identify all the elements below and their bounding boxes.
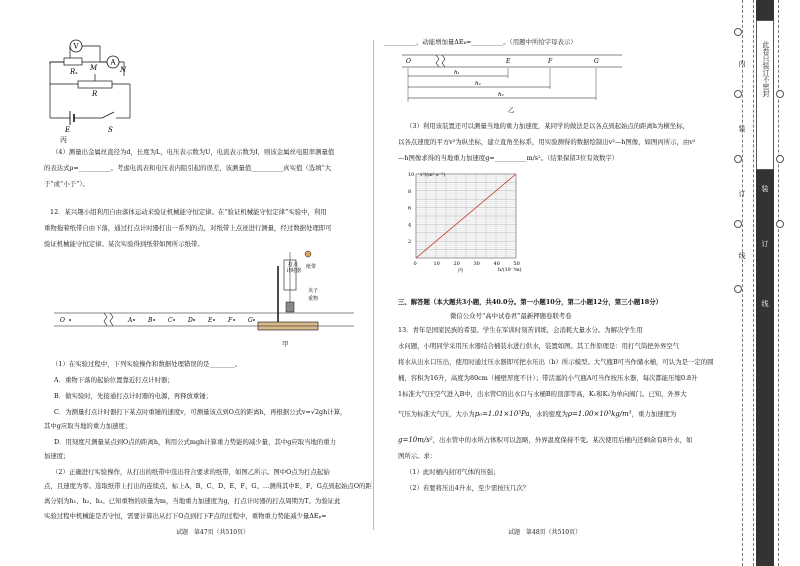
q2-text-1: （2）正确进行实验操作，从打出的纸带中选出符合要求的纸带，如图乙所示。图中O点为打点起始 (52, 468, 330, 476)
chart-ytick-6: 6 (408, 205, 412, 212)
binding-mark-bind-2: 装 (761, 185, 769, 192)
chart-xtick-20: 20 (453, 261, 460, 267)
tape-right-label-E: E (506, 58, 511, 65)
v2-h-chart (400, 168, 530, 278)
chart-xtick-0: 0 (413, 261, 417, 267)
q2-text-5: __________，动能增加量ΔEₖ=__________。（用题中所给字母表示） (384, 38, 577, 46)
q1-option-a: A．重物下落的起始位置靠近打点计时器； (54, 376, 174, 384)
q4-text-2: 的表达式ρ=__________。考虑电流表和电压表内阻引起的误差，该测量值__________真实值（选填“大 (44, 164, 332, 172)
q13-text-6: 气压为标准大气压，大小为p₀=1.01×10⁵Pa，水的密度为ρ=1.00×10³kg/m³，重力加速度为 (398, 410, 677, 418)
binding-dashed-line (742, 0, 754, 566)
binding-mark-line: 线 (738, 252, 746, 259)
q13-text-1: 13．青年是国家民族的希望。学生在军训时刻苦训练，会消耗大量水分。为解决学生用 (398, 326, 643, 334)
circuit-diagram (40, 36, 150, 136)
voltmeter-label: V (73, 42, 79, 51)
tape-right (402, 54, 622, 104)
q13-subq-1: （1）此时桶内封闭气体的压强； (406, 468, 500, 476)
page-footer-right: 试题 第48页（共510页） (508, 529, 582, 536)
tape-right-label-O: O (406, 58, 411, 65)
q12-text-1: 12．某兴趣小组利用自由落体运动来验证机械能守恒定律。在“验证机械能守恒定律”实验中，利用 (50, 208, 327, 216)
q1-option-c-cont: 其中g应取当地的重力加速度； (44, 422, 132, 430)
tape-label-A: A (128, 317, 133, 324)
q1-option-b: B．做实验时，先接通打点计时器的电源，再释放重锤； (54, 392, 213, 400)
tape-label-C: C (168, 317, 173, 324)
tape-dot (253, 319, 255, 321)
binding-hole (734, 155, 742, 163)
binding-mark-inner: 内 (738, 60, 746, 67)
tape-dot (133, 319, 135, 321)
binding-hole (734, 220, 742, 228)
binding-mark-staple: 订 (738, 190, 746, 197)
binding-hole (776, 90, 784, 98)
page-divider (373, 40, 374, 530)
apparatus-caption: 甲 (282, 340, 289, 348)
chart-xtick-50: 50 (513, 261, 520, 267)
q2-text-3: 离分别为h₁、h₂、h₃。已知重物的质量为m，当地重力加速度为g，打点计时器的打点周期为T。为验证此 (44, 497, 341, 505)
q1-stem: （1）在实验过程中，下列实验操作和数据处理错误的是________。 (52, 360, 242, 368)
svg-text:夹子: 夹子 (308, 288, 319, 294)
right-page (376, 0, 746, 566)
promo-line: 微信公众号“高中试卷君”最新押题卷联考卷 (450, 312, 572, 320)
q13-text-4: 桶，容积为16升，高度为80cm（桶壁厚度不计）；带活塞的小气瓶A可当作按压水器，每次都能压缩0.8升 (398, 374, 698, 382)
q4-text-1: （4）测量出金属丝直径为d，长度为L，电压表示数为U，电流表示数为I，则该金属丝电阻率测量值 (52, 148, 335, 156)
binding-hole (776, 220, 784, 228)
binding-mark-bind: 装 (738, 125, 746, 132)
chart-xlabel: h/(10⁻²m) (498, 268, 522, 273)
q4-text-3: 于”或“小于”）。 (44, 180, 89, 188)
q3-text-3: —h图像求得的当地重力加速度g=__________m/s²。（结果保留3位有效数字） (398, 154, 619, 162)
q1-option-d: D．用刻度尺测量某点到O点的距离h，利用公式mgh计算重力势能的减少量，其中g应取当地的重力 (54, 438, 337, 446)
chart-ytick-2: 2 (408, 239, 412, 246)
chart-xtick-30: 30 (473, 261, 480, 267)
q12-text-3: 验证机械能守恒定律。某次实验得到纸带如图所示纸带。 (44, 240, 204, 248)
q13-text-3: 将水从出水口压出，使用时通过压水器即可把水压出（b）所示模型。大气瓶B可当作储水桶，可认为是一定的圆 (398, 358, 714, 366)
q13-text-5: 1标准大气压空气进入B中，出水管C的出水口与水桶B的顶部等高，K₁和K₂为单向阀门。已知，外界大 (398, 390, 687, 398)
q2-text-4: 实验过程中机械能是否守恒，需要计算出从打下O点到打下F点的过程中，重物重力势能减少量ΔEₚ= (44, 512, 327, 520)
q3-text-1: （3）利用该装置还可以测量当地的重力加速度，某同学的做法是以各点到起始点的距离h为横坐标， (406, 122, 689, 130)
ammeter-label: A (110, 58, 116, 67)
tape-label-G: G (248, 317, 253, 324)
chart-xtick-10: 10 (433, 261, 440, 267)
q13-subq-2: （2）若要将压出4升水，至少需按压几次？ (406, 484, 530, 492)
svg-text:重物: 重物 (308, 296, 319, 302)
tape-dot (233, 319, 235, 321)
tape-right-label-G: G (594, 58, 599, 65)
tape-label-O: O (60, 317, 65, 324)
page-footer-left: 试题 第47页（共510页） (176, 529, 250, 536)
chart-ytick-10: 10 (408, 172, 415, 178)
tape-label-B: B (148, 317, 153, 324)
section-3-heading: 三、解答题（本大题共3小题，共40.0分。第一小题10分，第二小题12分，第三小题18分） (398, 298, 662, 306)
h-label-2: h₃ (498, 92, 504, 98)
chart-ytick-8: 8 (408, 188, 412, 195)
binding-warning-box (756, 20, 774, 170)
chart-ytick-4: 4 (408, 222, 412, 229)
tape-dot (69, 319, 71, 321)
svg-text:纸带: 纸带 (306, 264, 317, 270)
tape-label-D: D (188, 317, 193, 324)
tape-dot (213, 319, 215, 321)
binding-hole (734, 285, 742, 293)
q2-text-2: 点，且速度为零。选取纸带上打出的连续点，标上A、B、C、D、E、F、G、…测得其中E、F、G点到起始点O的距 (44, 482, 372, 490)
tape-label-F: F (228, 317, 233, 324)
binding-hole (776, 155, 784, 163)
svg-text:S: S (108, 126, 113, 134)
svg-text:Rₓ: Rₓ (70, 68, 78, 76)
chart-xtick-40: 40 (493, 261, 500, 267)
tape-right-label-F: F (548, 58, 553, 65)
tape-dot (173, 319, 175, 321)
svg-text:N: N (120, 66, 127, 74)
svg-text:打点: 打点 (288, 262, 299, 268)
svg-text:M: M (90, 64, 98, 72)
binding-warning-text: 此卷只装订不密封 (762, 41, 770, 97)
tape-left (54, 312, 354, 328)
tape-caption: 乙 (508, 106, 515, 114)
chart-caption: 丙 (458, 268, 464, 274)
left-page (0, 0, 372, 566)
binding-hole (734, 28, 742, 36)
q13-text-8: 图所示。求： (398, 452, 437, 460)
q1-option-c: C．为测量打点计时器打下某点时重锤的速度v，可测量该点到O点的距离h，再根据公式v=√2gh计算， (54, 408, 347, 416)
q3-text-2: 以各点速度的平方v²为纵坐标，建立直角坐标系，用实验测得的数据绘制出v²—h图像，如图丙所示，由v² (398, 138, 696, 146)
chart-ylabel: v²/(m²·s⁻²) (420, 173, 445, 178)
binding-mark-staple-2: 订 (761, 240, 769, 247)
q13-text-7: g=10m/s²，出水管中的水所占体积可以忽略，外界温度保持不变。某次使用后桶内还剩余有8升水，如 (398, 436, 693, 444)
q12-text-2: 重物拖着纸带自由下落，通过打点计时器打出一系列的点，对纸带上点迹进行测量，经过数据处理即可 (44, 224, 332, 232)
q13-text-2: 水问题，小明同学采用压水器结合桶装水进行供水，装置如图。其工作原理是：用打气筒把外界空气 (398, 342, 680, 350)
h-label-1: h₂ (475, 81, 481, 87)
binding-hole (734, 90, 742, 98)
svg-text:计时器: 计时器 (286, 268, 302, 274)
h-label-0: h₁ (454, 70, 460, 76)
binding-mark-line-2: 线 (761, 300, 769, 307)
tape-dot (153, 319, 155, 321)
tape-label-E: E (208, 317, 213, 324)
q1-option-d-cont: 加速度； (44, 452, 70, 460)
circuit-caption: 丙 (60, 136, 67, 144)
tape-dot (193, 319, 195, 321)
svg-text:R: R (92, 90, 98, 98)
svg-text:E: E (65, 126, 71, 134)
binding-dashed-line-right (778, 0, 787, 566)
